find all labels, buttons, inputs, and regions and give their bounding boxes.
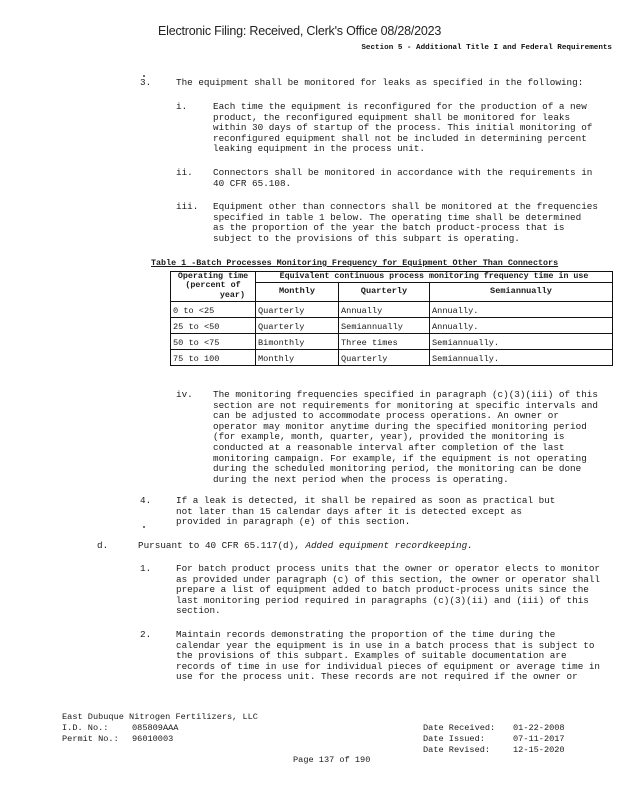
cell-quarterly: Semiannually xyxy=(339,317,430,333)
text-line: last monitoring period required in paragraphs (c)(3)(ii) and (iii) of this xyxy=(176,594,589,606)
header-line: Operating time xyxy=(177,271,249,281)
table-row xyxy=(171,333,613,349)
text-line: Equipment other than connectors shall be monitored at the frequencies xyxy=(213,201,598,212)
table-row xyxy=(171,349,613,365)
page-number: Page 137 of 190 xyxy=(293,755,371,765)
text-line: as the proportion of the year the batch product-process that is xyxy=(213,222,565,234)
text-line: conducted at a reasonable interval after completion of the last xyxy=(213,441,565,453)
filing-stamp: Electronic Filing: Received, Clerk's Office 08/28/2023 xyxy=(158,24,442,38)
cell-quarterly: Annually xyxy=(339,301,430,317)
item-d2-paragraph xyxy=(176,630,600,683)
item-3-iii-label: iii. xyxy=(176,201,199,212)
item-d-text xyxy=(138,541,473,552)
text-line: monitoring campaign. For example, if the equipment is not operating xyxy=(213,452,587,464)
item-4-label: 4. xyxy=(140,495,152,506)
cell-quarterly: Quarterly xyxy=(339,349,430,365)
cell-quarterly: Three times xyxy=(339,333,430,349)
date-received-label: Date Received: xyxy=(423,723,496,733)
text-line: (for example, month, quarter, year), provided the monitoring is xyxy=(213,431,565,443)
cell-monthly: Bimonthly xyxy=(256,333,339,349)
col-header-quarterly: Quarterly xyxy=(339,282,430,301)
text-line: reconfigured equipment shall not be included in determining percent xyxy=(213,132,587,144)
header-line: year) xyxy=(219,289,245,300)
footer-date-received xyxy=(423,723,565,734)
table-row xyxy=(171,317,613,333)
cell-monthly: Monthly xyxy=(256,349,339,365)
text-line: For batch product process units that the owner or operator elects to monitor xyxy=(176,563,601,574)
item-d1-label: 1. xyxy=(140,563,152,574)
cell-semiannually: Semiannually. xyxy=(430,349,613,365)
text-line: 40 CFR 65.108. xyxy=(213,177,292,189)
date-issued-value: 07-11-2017 xyxy=(513,733,565,744)
item-4-paragraph xyxy=(176,496,555,528)
item-d-citation: Pursuant to 40 CFR 65.117(d), xyxy=(138,540,300,551)
footer-id-value: 085809AAA xyxy=(132,722,179,733)
text-line: records of time in use for individual pieces of equipment or average time in xyxy=(176,660,601,672)
header-line: (percent of xyxy=(185,280,241,291)
cell-operating-time: 75 to 100 xyxy=(171,349,256,365)
text-line: The monitoring frequencies specified in paragraph (c)(3)(iii) of this xyxy=(213,389,598,400)
item-d2-label: 2. xyxy=(140,629,152,640)
col-header-semiannually: Semiannually xyxy=(430,282,613,301)
text-line: If a leak is detected, it shall be repaired as soon as practical but xyxy=(176,495,556,506)
item-3-iii-paragraph xyxy=(213,202,598,244)
footer-company: East Dubuque Nitrogen Fertilizers, LLC xyxy=(62,712,258,722)
item-d1-paragraph xyxy=(176,564,600,617)
footer-permit xyxy=(62,734,258,745)
cell-monthly: Quarterly xyxy=(256,317,339,333)
operating-time-header xyxy=(171,272,256,302)
footer-dates xyxy=(423,723,565,755)
cell-semiannually: Annually. xyxy=(430,301,613,317)
text-line: during the next period when the process is operating. xyxy=(213,473,509,485)
item-3-i-paragraph xyxy=(213,102,592,155)
text-line: Each time the equipment is reconfigured for the production of a new xyxy=(213,101,587,112)
section-header: Section 5 - Additional Title I and Federal Requirements xyxy=(361,44,612,52)
table-row xyxy=(171,301,613,317)
date-revised-value: 12-15-2020 xyxy=(513,744,565,755)
text-line: the provisions of this subpart. Examples of suitable documentation are xyxy=(176,650,567,662)
text-line: section. xyxy=(176,605,221,617)
monitoring-frequency-table xyxy=(170,271,613,366)
footer-date-issued xyxy=(423,734,565,745)
text-line: not later than 15 calendar days after it is detected except as xyxy=(176,505,522,517)
text-line: provided in paragraph (e) of this section. xyxy=(176,516,411,528)
footer-permit-label: Permit No.: xyxy=(62,733,119,744)
text-line: can be adjusted to accommodate process operations. An owner or xyxy=(213,410,559,422)
footer-id xyxy=(62,723,258,734)
speck xyxy=(143,526,145,528)
footer-permit-value: 96010003 xyxy=(132,733,174,744)
item-3-iv-label: iv. xyxy=(176,389,193,400)
group-header: Equivalent continuous process monitoring frequency time in use xyxy=(256,272,613,283)
text-line: product, the reconfigured equipment shall be monitored for leaks xyxy=(213,111,571,123)
text-line: Connectors shall be monitored in accordance with the requirements in xyxy=(213,167,593,178)
text-line: operator may monitor anytime during the specified monitoring period xyxy=(213,420,587,432)
cell-monthly: Quarterly xyxy=(256,301,339,317)
table-caption xyxy=(151,258,558,269)
cell-operating-time: 0 to <25 xyxy=(171,301,256,317)
date-revised-label: Date Revised: xyxy=(423,744,491,755)
footer-date-revised xyxy=(423,745,565,756)
footer-id-label: I.D. No.: xyxy=(62,722,109,733)
item-3-ii-label: ii. xyxy=(176,167,193,178)
text-line: use for the process unit. These records are not required if the owner or xyxy=(176,671,578,683)
text-line: section are not requirements for monitoring at specific intervals and xyxy=(213,399,598,411)
item-3-text: The equipment shall be monitored for leaks as specified in the following: xyxy=(176,77,584,88)
footer-left xyxy=(62,712,258,744)
item-3-ii-paragraph xyxy=(213,168,592,189)
cell-operating-time: 25 to <50 xyxy=(171,317,256,333)
text-line: subject to the provisions of this subpart is operating. xyxy=(213,232,520,244)
text-line: prepare a list of equipment added to batch product-process units since the xyxy=(176,584,589,596)
text-line: specified in table 1 below. The operating time shall be determined xyxy=(213,211,582,223)
item-d-heading: Added equipment recordkeeping. xyxy=(305,540,473,551)
table-caption-text: Table 1 -Batch Processes Monitoring Frequency for Equipment Other Than Connectors xyxy=(151,258,559,268)
text-line: leaking equipment in the process unit. xyxy=(213,143,426,155)
text-line: calendar year the equipment is in use in a batch process that is subject to xyxy=(176,639,595,651)
date-received-value: 01-22-2008 xyxy=(513,723,565,733)
date-issued-label: Date Issued: xyxy=(423,733,485,744)
cell-semiannually: Annually. xyxy=(430,317,613,333)
cell-semiannually: Semiannually. xyxy=(430,333,613,349)
cell-operating-time: 50 to <75 xyxy=(171,333,256,349)
item-d-label: d. xyxy=(97,540,109,551)
text-line: during the scheduled monitoring period, the monitoring can be done xyxy=(213,463,582,475)
item-3-label: 3. xyxy=(140,77,152,88)
item-3-iv-paragraph xyxy=(213,390,598,485)
col-header-monthly: Monthly xyxy=(256,282,339,301)
text-line: within 30 days of startup of the process. This initial monitoring of xyxy=(213,122,593,134)
text-line: Maintain records demonstrating the proportion of the time during the xyxy=(176,629,556,640)
item-3-i-label: i. xyxy=(176,101,188,112)
text-line: as provided under paragraph (c) of this section, the owner or operator shall xyxy=(176,573,601,585)
